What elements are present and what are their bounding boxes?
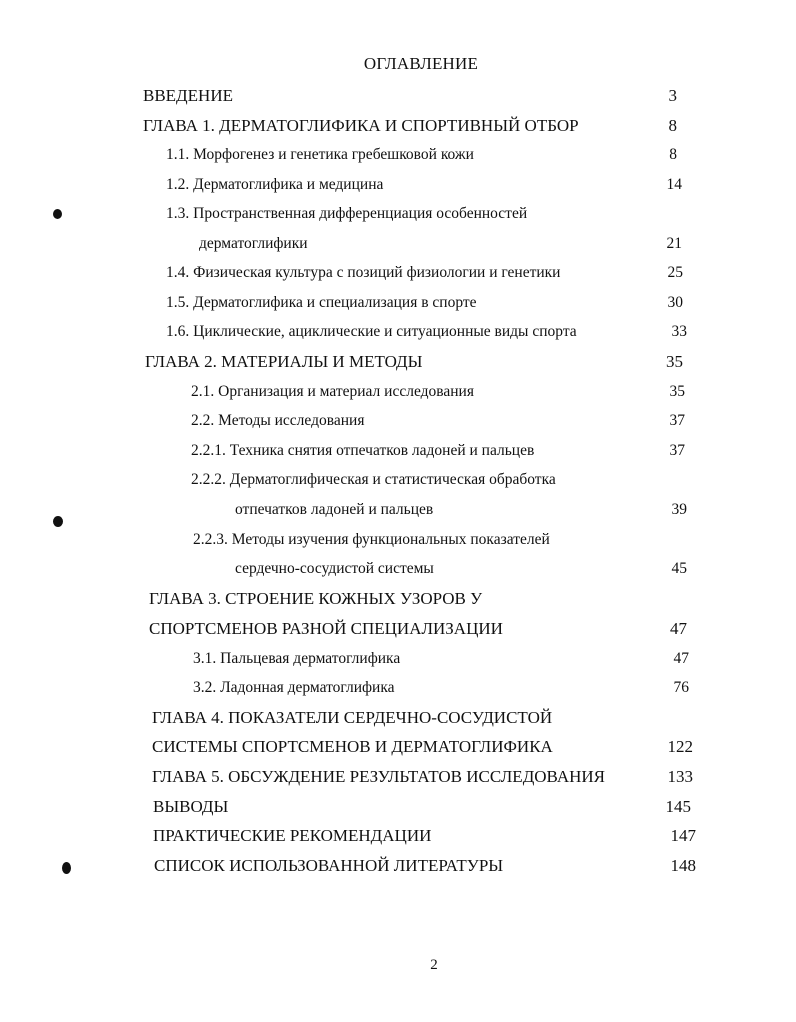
toc-entry-label: 1.4. Физическая культура с позиций физиологии и генетики xyxy=(166,264,561,281)
toc-entry-page: 35 xyxy=(669,383,685,400)
toc-entry-page: 8 xyxy=(669,146,677,163)
toc-entry-label: ГЛАВА 5. ОБСУЖДЕНИЕ РЕЗУЛЬТАТОВ ИССЛЕДОВАНИЯ xyxy=(152,767,605,786)
toc-entry-page: 33 xyxy=(671,323,687,340)
toc-entry-label: ПРАКТИЧЕСКИЕ РЕКОМЕНДАЦИИ xyxy=(153,826,432,845)
toc-entry-label: 1.5. Дерматоглифика и специализация в спорте xyxy=(166,294,477,311)
page-number: 2 xyxy=(430,957,438,973)
toc-entry xyxy=(143,84,677,108)
toc-entry-label: ВЫВОДЫ xyxy=(153,797,229,816)
toc-entry-page: 8 xyxy=(668,116,677,135)
toc-entry-page: 25 xyxy=(667,264,683,281)
toc-entry xyxy=(149,617,687,641)
toc-entry xyxy=(199,232,682,256)
toc-entry xyxy=(166,261,683,285)
toc-entry-page: 21 xyxy=(666,235,682,252)
toc-entry-page: 35 xyxy=(666,352,683,371)
toc-entry xyxy=(154,854,696,878)
toc-entry-page: 76 xyxy=(673,679,689,696)
toc-entry xyxy=(152,735,693,759)
scan-blot xyxy=(53,209,62,219)
toc-entry-label: 2.2. Методы исследования xyxy=(191,412,365,429)
toc-entry-label: ГЛАВА 4. ПОКАЗАТЕЛИ СЕРДЕЧНО-СОСУДИСТОЙ xyxy=(152,708,553,727)
toc-entry-page: 47 xyxy=(673,650,689,667)
toc-entry-label: ГЛАВА 2. МАТЕРИАЛЫ И МЕТОДЫ xyxy=(145,352,423,371)
toc-entry xyxy=(235,498,687,522)
toc-entry-label: 2.2.1. Техника снятия отпечатков ладоней и пальцев xyxy=(191,442,535,459)
toc-entry-label: СПОРТСМЕНОВ РАЗНОЙ СПЕЦИАЛИЗАЦИИ xyxy=(149,619,503,638)
toc-entry-label: 1.6. Циклические, ациклические и ситуационные виды спорта xyxy=(166,323,577,340)
toc-entry-label: дерматоглифики xyxy=(199,235,308,252)
toc-entry-page: 37 xyxy=(669,442,685,459)
toc-entry-page: 148 xyxy=(670,856,696,875)
scan-blot xyxy=(62,862,71,874)
toc-entry-page: 37 xyxy=(669,412,685,429)
toc-entry-page: 45 xyxy=(671,560,687,577)
toc-entry xyxy=(153,795,691,819)
toc-entry xyxy=(191,439,685,463)
toc-entry xyxy=(191,468,685,492)
toc-entry-label: отпечатков ладоней и пальцев xyxy=(235,501,434,518)
toc-entry xyxy=(191,409,685,433)
toc-entry-page: 47 xyxy=(670,619,687,638)
toc-entry xyxy=(166,320,687,344)
toc-entry-label: 3.1. Пальцевая дерматоглифика xyxy=(193,650,401,667)
toc-entry xyxy=(166,143,677,167)
toc-title: ОГЛАВЛЕНИЕ xyxy=(363,54,479,73)
toc-entry-page: 30 xyxy=(667,294,683,311)
toc-entry-page: 122 xyxy=(667,737,693,756)
toc-entry-label: 1.3. Пространственная дифференциация особенностей xyxy=(166,205,528,222)
toc-entry xyxy=(193,676,689,700)
toc-entry-page: 147 xyxy=(670,826,696,845)
toc-entry-page: 39 xyxy=(671,501,687,518)
toc-entry xyxy=(235,557,687,581)
toc-entry-label: 1.2. Дерматоглифика и медицина xyxy=(166,176,384,193)
toc-entry-page: 133 xyxy=(667,767,693,786)
toc-entry-page: 14 xyxy=(666,176,682,193)
toc-entry-label: ВВЕДЕНИЕ xyxy=(143,86,233,105)
toc-entry xyxy=(149,587,687,611)
toc-entry xyxy=(166,173,682,197)
toc-entry xyxy=(193,528,687,552)
toc-entry-label: 1.1. Морфогенез и генетика гребешковой кожи xyxy=(166,146,474,163)
toc-entry xyxy=(193,647,689,671)
toc-entry-label: 2.2.2. Дерматоглифическая и статистическая обработка xyxy=(191,471,556,488)
toc-entry xyxy=(191,380,685,404)
toc-entry xyxy=(153,824,696,848)
toc-entry-label: 2.1. Организация и материал исследования xyxy=(191,383,474,400)
toc-entry-label: ГЛАВА 3. СТРОЕНИЕ КОЖНЫХ УЗОРОВ У xyxy=(149,589,483,608)
toc-entry xyxy=(145,350,683,374)
toc-entry xyxy=(166,291,683,315)
toc-entry-label: сердечно-сосудистой системы xyxy=(235,560,434,577)
toc-entry-label: СПИСОК ИСПОЛЬЗОВАННОЙ ЛИТЕРАТУРЫ xyxy=(154,856,504,875)
toc-entry-label: ГЛАВА 1. ДЕРМАТОГЛИФИКА И СПОРТИВНЫЙ ОТБОР xyxy=(143,116,579,135)
toc-entry-label: 2.2.3. Методы изучения функциональных показателей xyxy=(193,531,550,548)
toc-entry xyxy=(152,706,693,730)
toc-entry xyxy=(152,765,693,789)
toc-entry-label: СИСТЕМЫ СПОРТСМЕНОВ И ДЕРМАТОГЛИФИКА xyxy=(152,737,553,756)
toc-entry xyxy=(166,202,686,226)
toc-entry xyxy=(143,114,677,138)
toc-entry-page: 145 xyxy=(665,797,691,816)
toc-entry-label: 3.2. Ладонная дерматоглифика xyxy=(193,679,395,696)
scan-blot xyxy=(53,516,63,527)
toc-entry-page: 3 xyxy=(668,86,677,105)
